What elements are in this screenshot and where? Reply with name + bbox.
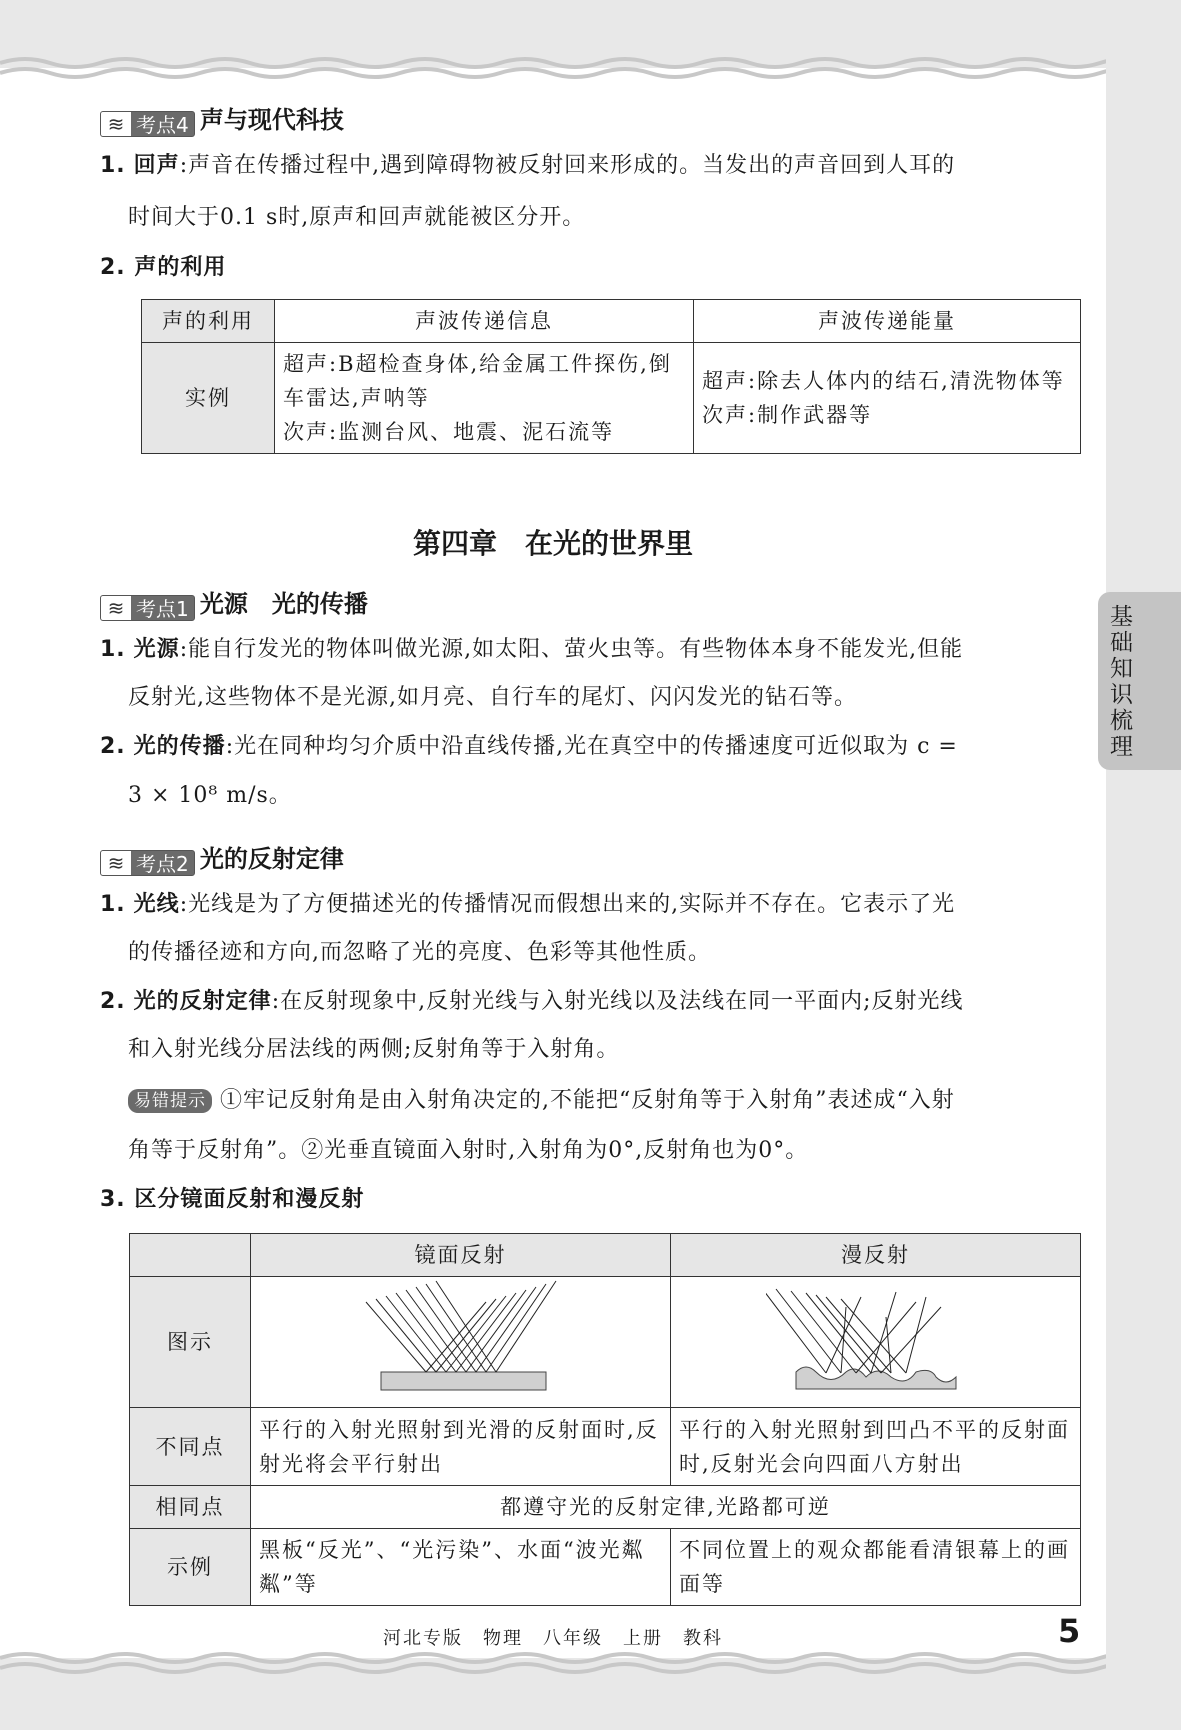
chapter-title: 第四章 在光的世界里 bbox=[412, 527, 693, 560]
incident-ray bbox=[806, 1293, 871, 1373]
top-wave-border bbox=[0, 55, 1106, 85]
reflected-ray bbox=[466, 1290, 526, 1372]
kaodian-badge: ≋ 考点4 bbox=[100, 111, 195, 137]
reflected-ray bbox=[426, 1302, 486, 1372]
incident-ray bbox=[826, 1297, 891, 1373]
section-heading-kaodian2: ≋ 考点2 光的反射定律 bbox=[100, 839, 344, 876]
paragraph: 1. 回声:声音在传播过程中,遇到障碍物被反射回来形成的。当发出的声音回到人耳的 bbox=[100, 153, 956, 178]
tip-badge: 易错提示 bbox=[128, 1089, 212, 1113]
paragraph-cont: 时间大于0.1 s时,原声和回声就能被区分开。 bbox=[128, 205, 586, 230]
incident-ray bbox=[776, 1289, 841, 1373]
tip-paragraph: 易错提示 ①牢记反射角是由入射角决定的,不能把“反射角等于入射角”表述成“入射 bbox=[128, 1083, 955, 1114]
paragraph: 2. 光的传播:光在同种均匀介质中沿直线传播,光在真空中的传播速度可近似取为 c = bbox=[100, 734, 958, 759]
reflected-ray bbox=[446, 1296, 506, 1372]
paragraph-cont: 3 × 10⁸ m/s。 bbox=[128, 783, 292, 808]
incident-ray bbox=[766, 1287, 826, 1373]
page-number: 5 bbox=[1058, 1612, 1081, 1650]
reflected-ray bbox=[856, 1302, 916, 1373]
wave-icon: ≋ bbox=[101, 851, 131, 875]
reflected-ray bbox=[476, 1287, 536, 1372]
paragraph-cont: 和入射光线分居法线的两侧;反射角等于入射角。 bbox=[128, 1037, 620, 1062]
wave-icon: ≋ bbox=[101, 112, 131, 136]
footer-text: 河北专版 物理 八年级 上册 教科 bbox=[383, 1628, 723, 1649]
incident-ray bbox=[376, 1299, 436, 1372]
reflected-ray bbox=[496, 1281, 556, 1372]
paragraph-cont: 的传播径迹和方向,而忽略了光的亮度、色彩等其他性质。 bbox=[128, 940, 711, 965]
reflected-ray bbox=[456, 1293, 516, 1372]
specular-reflection-diagram bbox=[351, 1277, 571, 1397]
section-heading-kaodian4: ≋ 考点4 声与现代科技 bbox=[100, 100, 344, 137]
section-heading-kaodian1: ≋ 考点1 光源 光的传播 bbox=[100, 584, 368, 621]
diffuse-reflection-diagram bbox=[766, 1277, 986, 1397]
incident-ray bbox=[366, 1302, 426, 1372]
paragraph-cont: 反射光,这些物体不是光源,如月亮、自行车的尾灯、闪闪发光的钻石等。 bbox=[128, 685, 857, 710]
reflected-ray bbox=[906, 1297, 926, 1373]
bottom-wave-border bbox=[0, 1650, 1106, 1680]
paragraph: 1. 光线:光线是为了方便描述光的传播情况而假想出来的,实际并不存在。它表示了光 bbox=[100, 892, 956, 917]
rough-surface bbox=[796, 1367, 956, 1389]
sound-usage-table: 声的利用 声波传递信息 声波传递能量 实例 超声:B超检查身体,给金属工件探伤,倒车雷达,声呐等 次声:监测台风、地震、泥石流等 超声:除去人体内的结石,清洗物体等 次声:制作武器等 bbox=[141, 299, 1081, 454]
reflection-table: 镜面反射 漫反射 图示 不同点 平行的入射光照射到光滑的反射面时,反射光将会平行射出 平行的入射光照射到凹凸不平的反射面时,反射光会向四面八方射出 相同点 都遵守光的反射定律,光路都可逆 示例 黑板“反光”、“光污染”、水面“波光粼粼”等 不同位置上的观众都能看清银幕上的画面等 bbox=[129, 1233, 1081, 1606]
subheading: 3. 区分镜面反射和漫反射 bbox=[100, 1187, 365, 1212]
reflected-ray bbox=[436, 1299, 496, 1372]
paragraph: 1. 光源:能自行发光的物体叫做光源,如太阳、萤火虫等。有些物体本身不能发光,但能 bbox=[100, 637, 964, 662]
reflected-ray bbox=[486, 1284, 546, 1372]
wave-icon: ≋ bbox=[101, 596, 131, 620]
side-tab[interactable]: 基 础 知 识 梳 理 bbox=[1098, 592, 1181, 770]
paragraph: 2. 光的反射定律:在反射现象中,反射光线与入射光线以及法线在同一平面内;反射光线 bbox=[100, 989, 964, 1014]
mirror-surface bbox=[381, 1372, 546, 1390]
subheading: 2. 声的利用 bbox=[100, 255, 227, 280]
tip-cont: 角等于反射角”。②光垂直镜面入射时,入射角为0°,反射角也为0°。 bbox=[128, 1138, 809, 1163]
